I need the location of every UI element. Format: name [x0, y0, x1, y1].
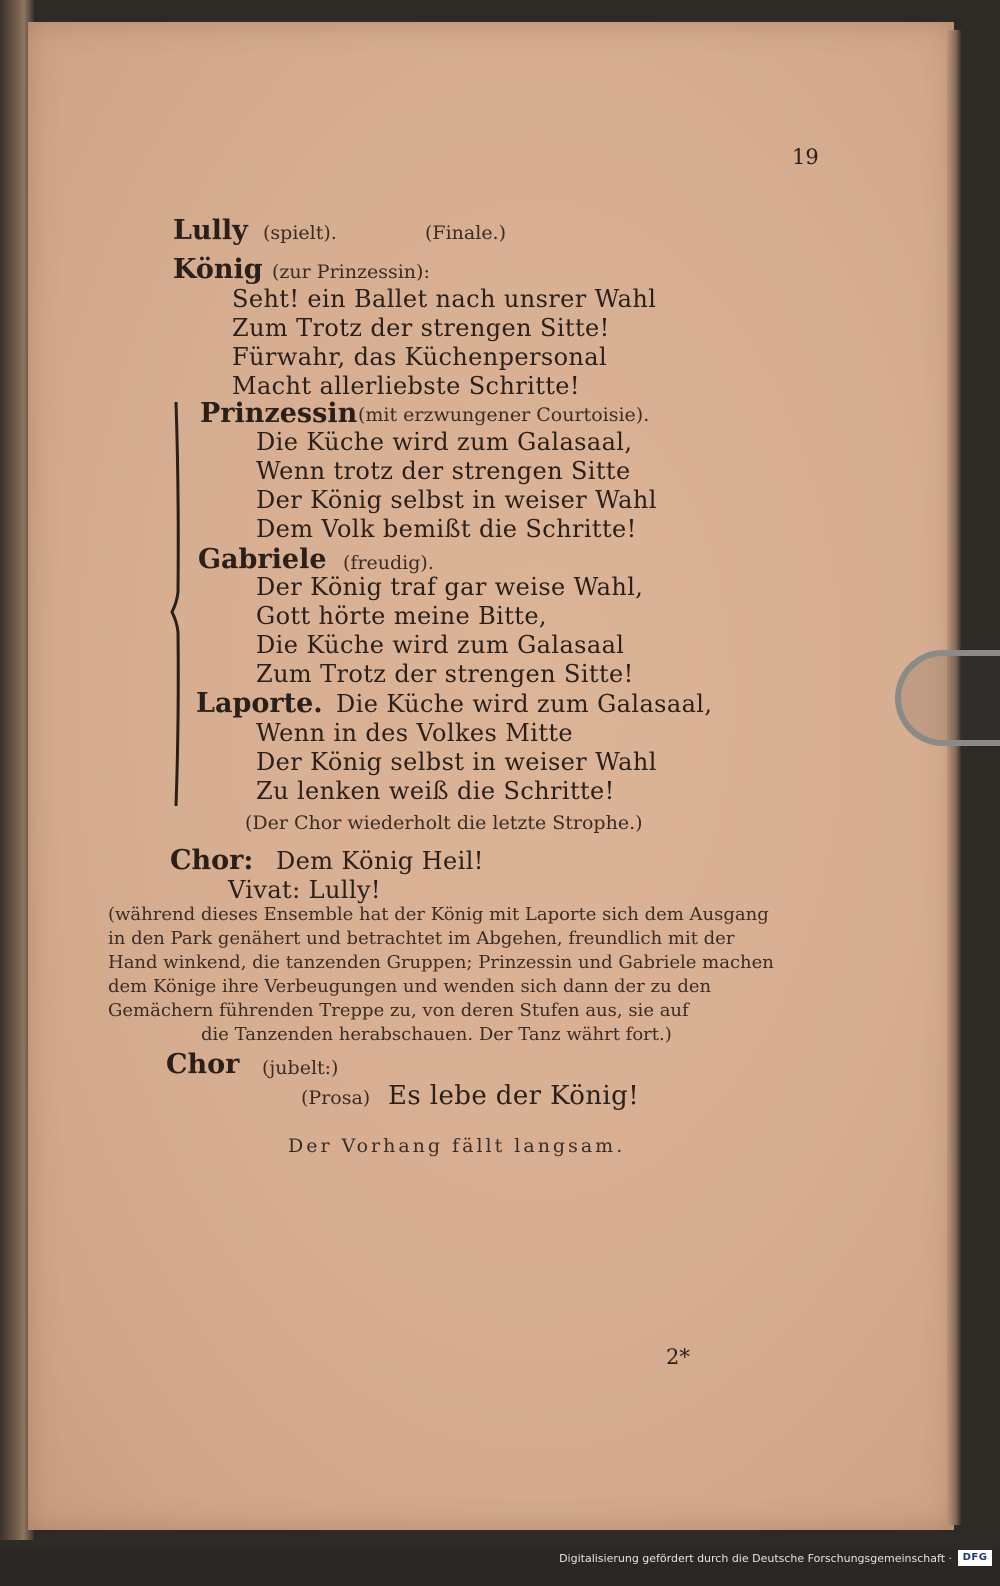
stage-direction-line: Hand winkend, die tanzenden Gruppen; Prinzessin und Gabriele machen — [108, 952, 774, 973]
stage-direction: (zur Prinzessin): — [272, 261, 430, 283]
stage-direction: (Der Chor wiederholt die letzte Strophe.) — [245, 812, 643, 834]
verse-line: Der König selbst in weiser Wahl — [256, 486, 657, 514]
verse-line: Macht allerliebste Schritte! — [232, 372, 580, 400]
stage-direction: (jubelt:) — [262, 1057, 339, 1079]
verse-line: Der König traf gar weise Wahl, — [256, 573, 644, 601]
stage-direction-line: dem Könige ihre Verbeugungen und wenden sich dann der zu den — [108, 976, 712, 997]
verse-line: Fürwahr, das Küchenpersonal — [232, 343, 608, 371]
speaker-chor: Chor — [166, 1049, 240, 1080]
page-stack-edge — [947, 30, 961, 1525]
page-clip — [895, 650, 1000, 746]
verse-line: Es lebe der König! — [388, 1081, 640, 1111]
stage-direction: (spielt). — [263, 222, 337, 244]
speaker-gabriele: Gabriele — [198, 544, 327, 575]
verse-line: Der König selbst in weiser Wahl — [256, 748, 657, 776]
speaker-chor: Chor: — [170, 845, 254, 876]
verse-line: Zum Trotz der strengen Sitte! — [256, 660, 634, 688]
verse-line: Die Küche wird zum Galasaal, — [336, 690, 713, 718]
verse-line: Vivat: Lully! — [228, 876, 381, 904]
verse-line: Gott hörte meine Bitte, — [256, 602, 547, 630]
verse-line: Zum Trotz der strengen Sitte! — [232, 314, 610, 342]
speaker-laporte: Laporte. — [196, 688, 323, 719]
dfg-logo: DFG — [958, 1550, 992, 1566]
stage-direction-line: (während dieses Ensemble hat der König mit Laporte sich dem Ausgang — [108, 904, 769, 925]
verse-line: Zu lenken weiß die Schritte! — [256, 777, 615, 805]
stage-direction: (freudig). — [343, 552, 434, 574]
verse-line: Die Küche wird zum Galasaal, — [256, 428, 633, 456]
stage-direction: (Prosa) — [301, 1087, 371, 1109]
ensemble-brace — [170, 402, 184, 806]
closing-stage-direction: Der Vorhang fällt langsam. — [288, 1135, 626, 1157]
stage-direction-line: die Tanzenden herabschauen. Der Tanz währt fort.) — [201, 1024, 672, 1045]
stage-direction: (mit erzwungener Courtoisie). — [358, 404, 650, 426]
signature-mark: 2* — [666, 1345, 690, 1369]
verse-line: Wenn trotz der strengen Sitte — [256, 457, 631, 485]
verse-line: Dem König Heil! — [276, 847, 484, 875]
speaker-prinzessin: Prinzessin — [200, 398, 358, 429]
speaker-lully: Lully — [173, 215, 248, 246]
digitization-credit: Digitalisierung gefördert durch die Deutsche Forschungsgemeinschaft · — [559, 1552, 952, 1565]
verse-line: Seht! ein Ballet nach unsrer Wahl — [232, 285, 657, 313]
verse-line: Die Küche wird zum Galasaal — [256, 631, 625, 659]
speaker-koenig: König — [173, 254, 263, 285]
page-number: 19 — [792, 145, 819, 169]
section-heading: (Finale.) — [425, 222, 507, 244]
book-page — [28, 22, 954, 1530]
verse-line: Dem Volk bemißt die Schritte! — [256, 515, 637, 543]
verse-line: Wenn in des Volkes Mitte — [256, 719, 574, 747]
stage-direction-line: Gemächern führenden Treppe zu, von deren Stufen aus, sie auf — [108, 1000, 689, 1021]
stage-direction-line: in den Park genähert und betrachtet im Abgehen, freundlich mit der — [108, 928, 735, 949]
